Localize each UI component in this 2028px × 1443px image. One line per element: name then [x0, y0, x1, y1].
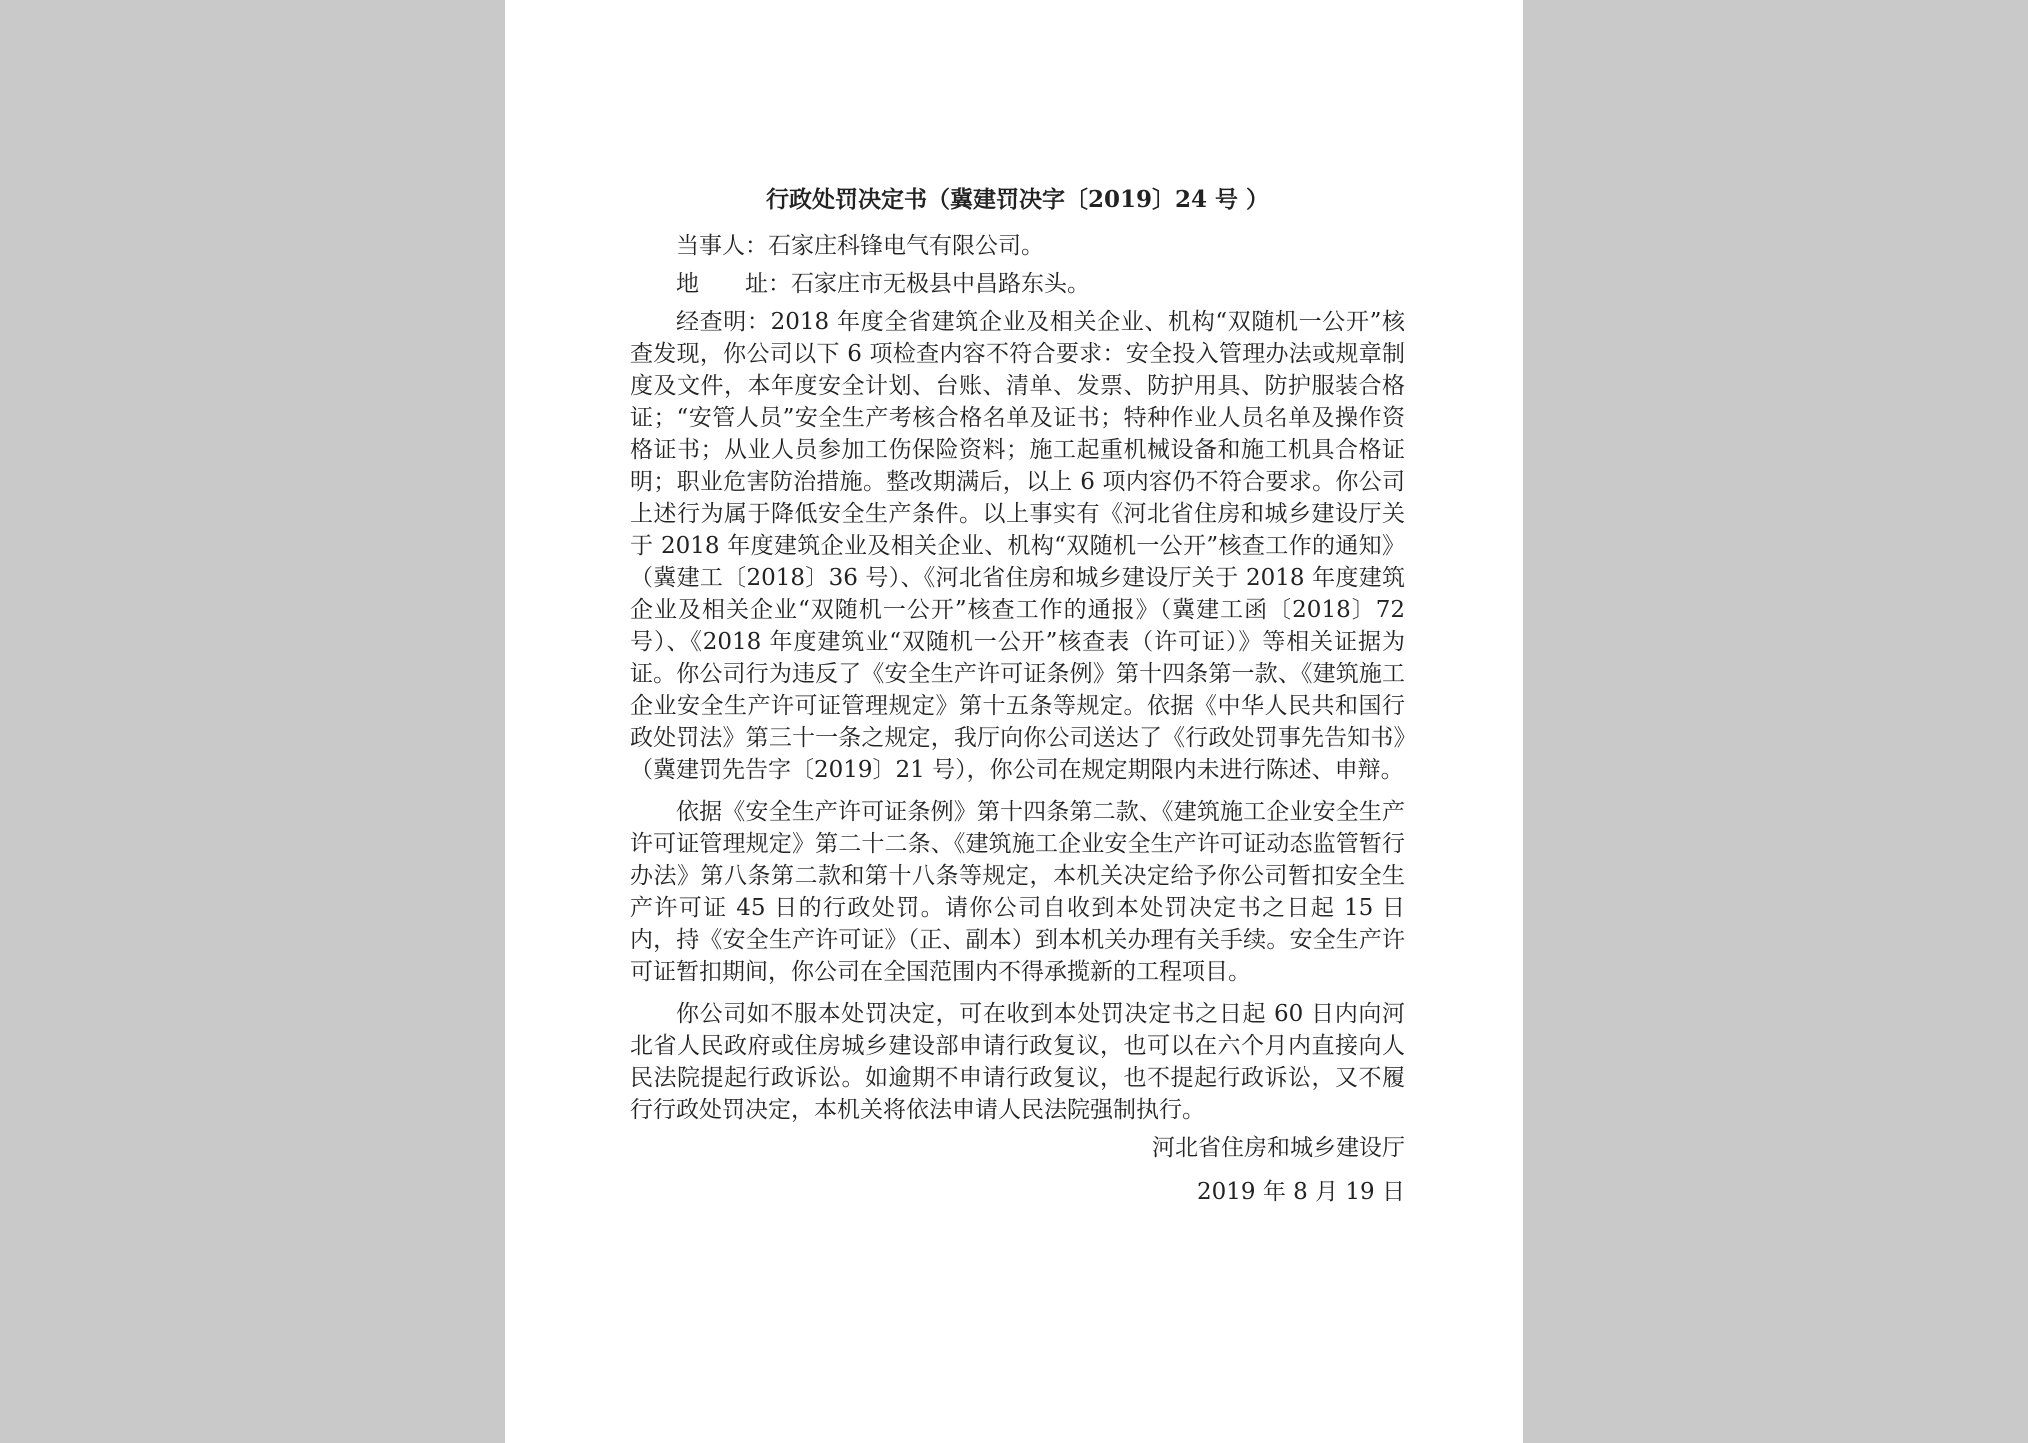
- issuer-signature: 河北省住房和城乡建设厅: [1152, 1135, 1405, 1161]
- decision-paragraph: 依据《安全生产许可证条例》第十四条第二款、《建筑施工企业安全生产许可证管理规定》第二十二条、《建筑施工企业安全生产许可证动态监管暂行办法》第八条第二款和第十八条等规定，本机关决定给予你公司暂扣安全生产许可证 45 日的行政处罚。请你公司自收到本处罚决定书之日起 15 日内，持《安全生产许可证》（正、副本）到本机关办理有关手续。安全生产许可证暂扣期间，你公司在全国范围内不得承揽新的工程项目。: [630, 799, 1405, 985]
- party-line: 当事人：石家庄科锋电气有限公司。: [676, 233, 1044, 259]
- findings-paragraph: 经查明：2018 年度全省建筑企业及相关企业、机构“双随机一公开”核查发现，你公司以下 6 项检查内容不符合要求：安全投入管理办法或规章制度及文件，本年度安全计划、台账、清单、发票、防护用具、防护服装合格证；“安管人员”安全生产考核合格名单及证书；特种作业人员名单及操作资格证书；从业人员参加工伤保险资料；施工起重机械设备和施工机具合格证明；职业危害防治措施。整改期满后，以上 6 项内容仍不符合要求。你公司上述行为属于降低安全生产条件。以上事实有《河北省住房和城乡建设厅关于 2018 年度建筑企业及相关企业、机构“双随机一公开”核查工作的通知》（冀建工〔2018〕36 号）、《河北省住房和城乡建设厅关于 2018 年度建筑企业及相关企业“双随机一公开”核查工作的通报》（冀建工函〔2018〕72 号）、《2018 年度建筑业“双随机一公开”核查表（许可证）》等相关证据为证。你公司行为违反了《安全生产许可证条例》第十四条第一款、《建筑施工企业安全生产许可证管理规定》第十五条等规定。依据《中华人民共和国行政处罚法》第三十一条之规定，我厅向你公司送达了《行政处罚事先告知书》（冀建罚先告字〔2019〕21 号），你公司在规定期限内未进行陈述、申辩。: [630, 309, 1405, 783]
- document-page: [505, 0, 1523, 1443]
- document-title: 行政处罚决定书（冀建罚决字〔2019〕24 号 ）: [765, 186, 1270, 213]
- address-line: 地 址：石家庄市无极县中昌路东头。: [676, 271, 1090, 297]
- document-content: [630, 184, 1405, 1208]
- issue-date: 2019 年 8 月 19 日: [1197, 1179, 1405, 1205]
- appeal-paragraph: 你公司如不服本处罚决定，可在收到本处罚决定书之日起 60 日内向河北省人民政府或住房城乡建设部申请行政复议，也可以在六个月内直接向人民法院提起行政诉讼。如逾期不申请行政复议，也不提起行政诉讼，又不履行行政处罚决定，本机关将依法申请人民法院强制执行。: [630, 1001, 1405, 1123]
